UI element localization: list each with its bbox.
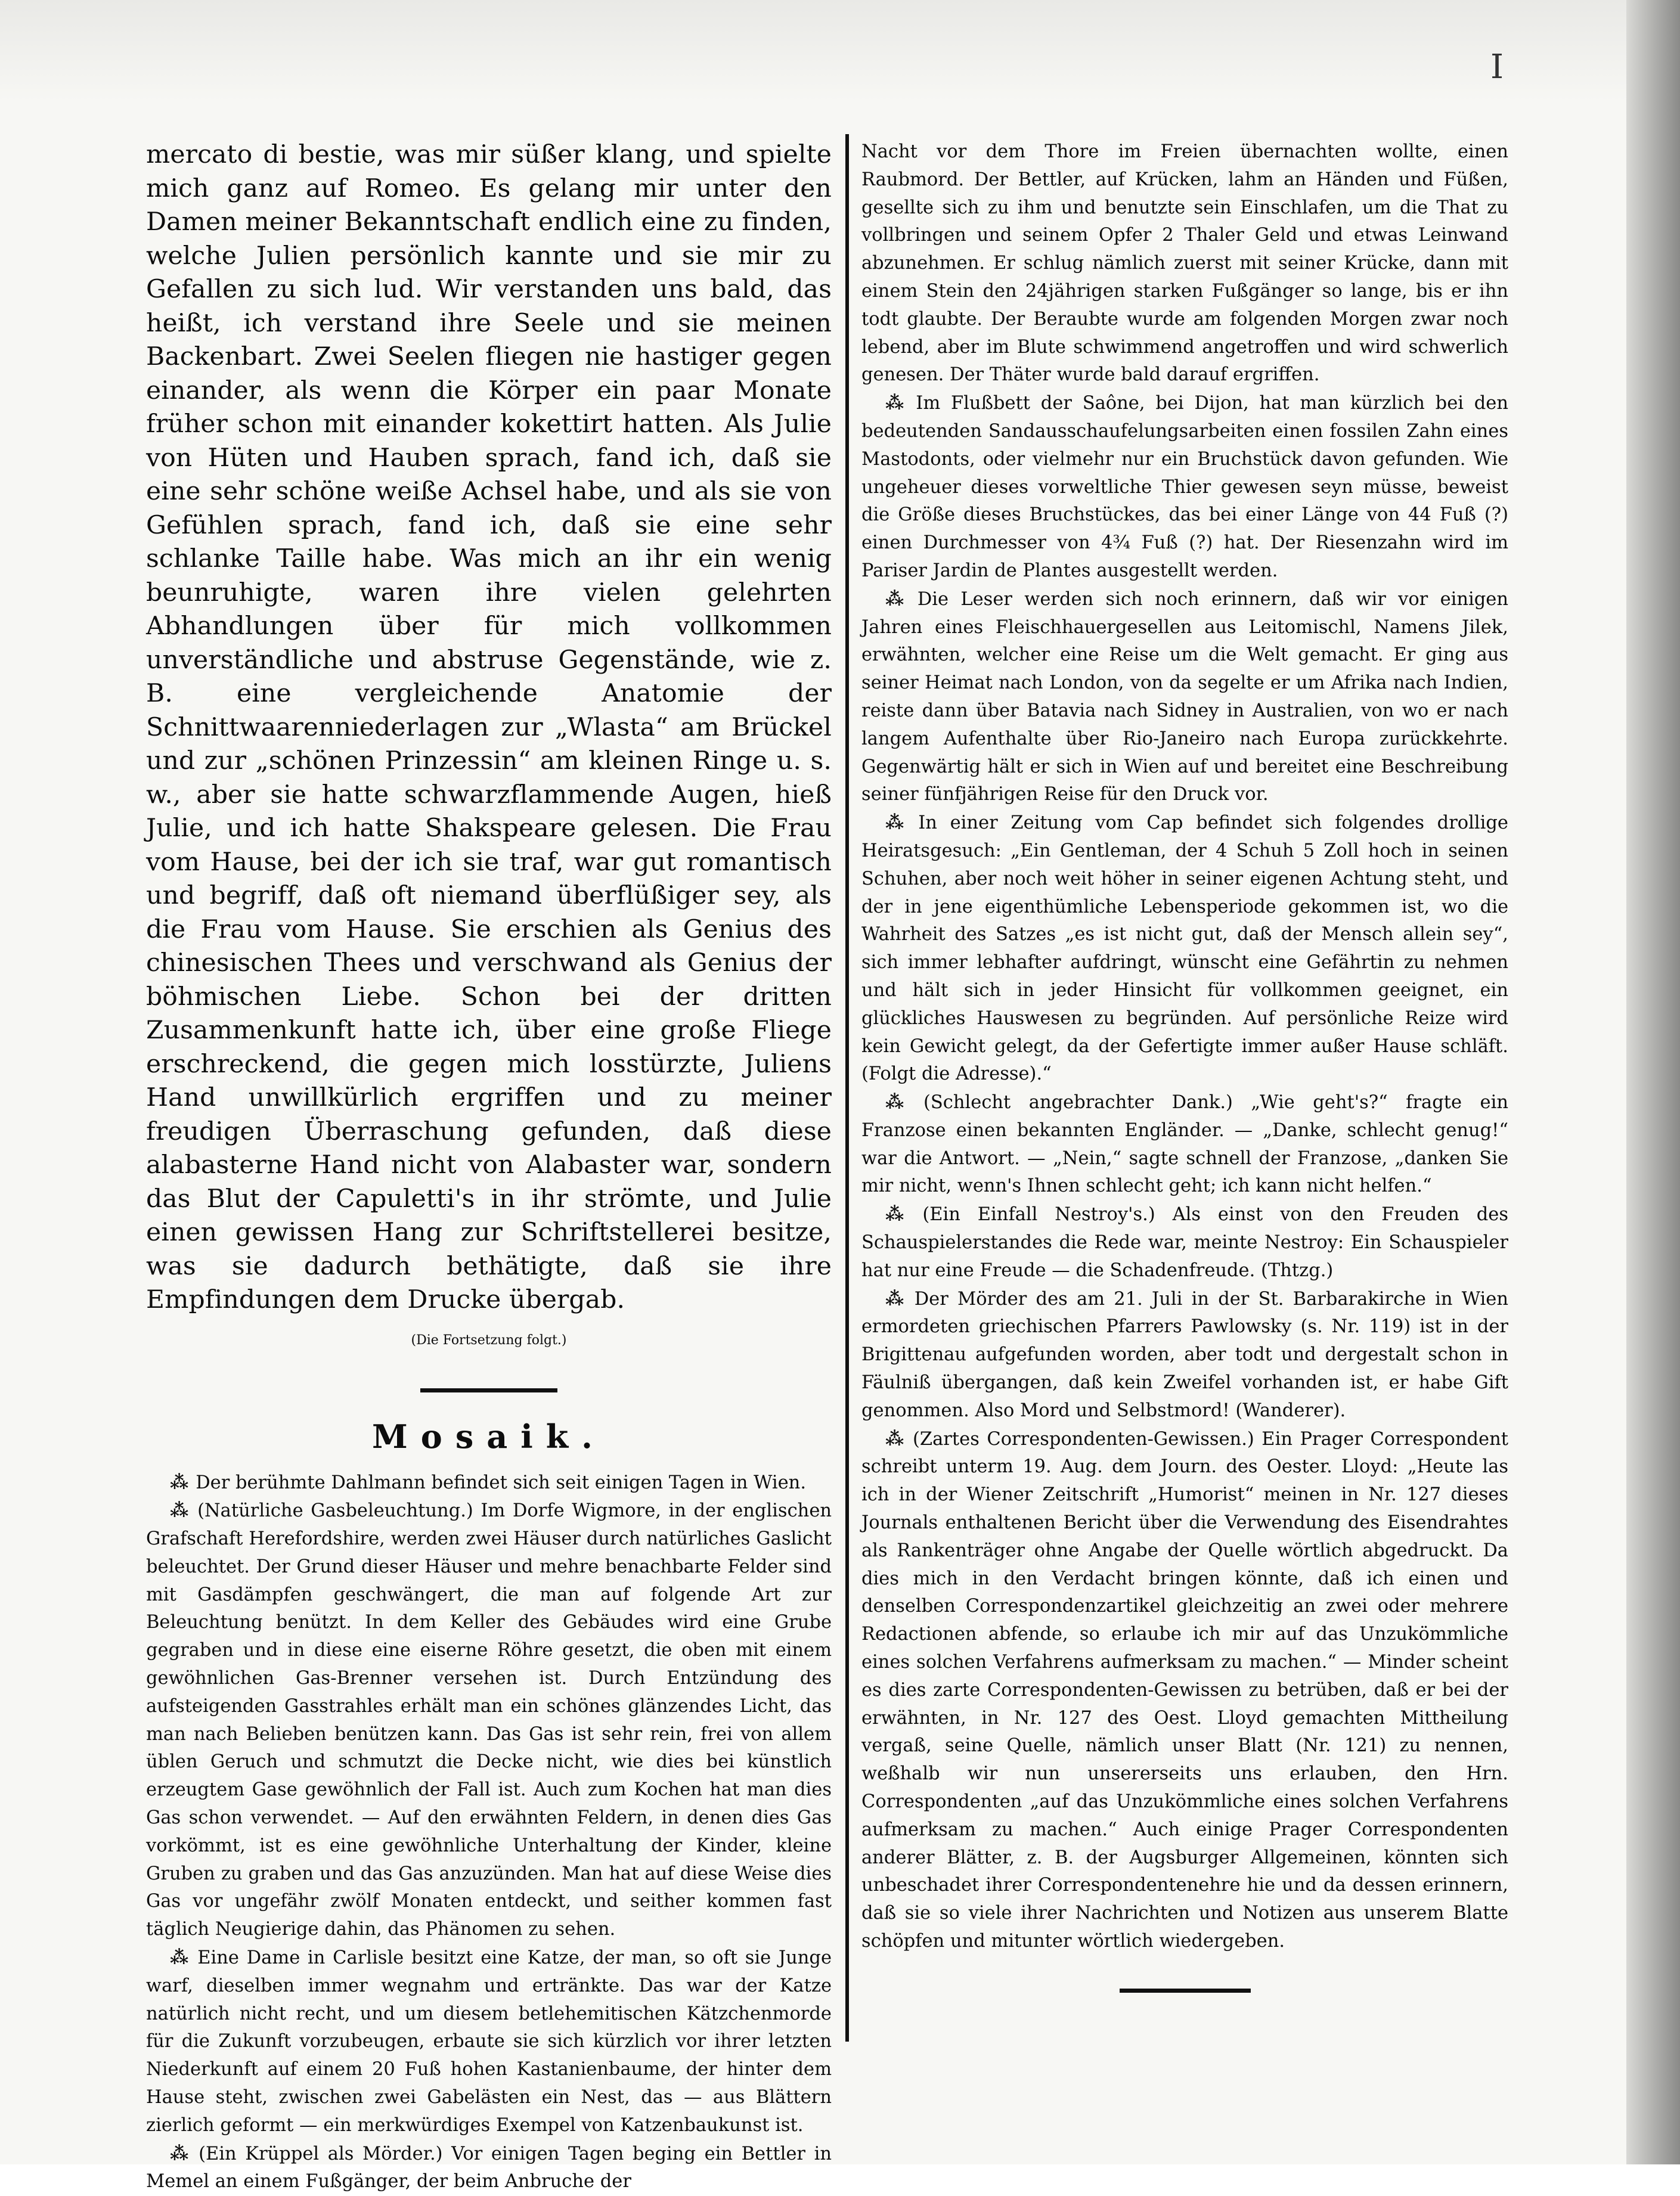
news-item [861, 1285, 1508, 1425]
news-item [146, 1469, 832, 1497]
asterism-icon: ⁂ [885, 1204, 916, 1226]
news-item-text: Der Mörder des am 21. Juli in der St. Barbarakirche in Wien ermordeten griechischen Pfarrers Pawlowsky (s. Nr. 119) ist in der Brigittenau aufgefunden worden, aber todt und dergestalt schon in Fäulniß übergangen, daß kein Zweifel vorhanden ist, er habe Gift genommen. Also Mord und Selbstmord! (Wanderer). [861, 1288, 1508, 1421]
news-item [146, 1497, 832, 1944]
news-item-text: Nacht vor dem Thore im Freien übernachten wollte, einen Raubmord. Der Bettler, auf Krücken, lahm an Händen und Füßen, gesellte sich zu ihm und benutzte sein Einschlafen, um die That zu vollbringen und seinem Opfer 2 Thaler Geld und etwas Leinwand abzunehmen. Er schlug nämlich zuerst mit seiner Krücke, dann mit einem Stein den 24jährigen starken Fußgänger so lange, bis er ihn todt glaubte. Der Beraubte wurde am folgenden Morgen zwar noch lebend, aber im Blute schwimmend angetroffen und wird schwerlich genesen. Der Thäter wurde bald darauf ergriffen. [861, 141, 1508, 386]
asterism-icon: ⁂ [885, 1288, 907, 1310]
news-item [861, 1088, 1508, 1201]
asterism-icon: ⁂ [170, 1471, 189, 1493]
corner-marker: I [1490, 48, 1504, 86]
asterism-icon: ⁂ [885, 392, 909, 414]
end-separator [1120, 1989, 1251, 1993]
news-item [861, 1201, 1508, 1285]
continuation-note: (Die Fortsetzung folgt.) [411, 1332, 567, 1348]
news-item-text: (Zartes Correspondenten-Gewissen.) Ein Prager Correspondent schreibt unterm 19. Aug. dem Journ. des Oester. Lloyd: „Heute las ich in der Wiener Zeitschrift „Humorist“ meinen in Nr. 127 dieses Journals enthaltenen Bericht über die Verwendung des Eisendrahtes als Rankenträger ohne Angabe der Quelle wörtlich abgedruckt. Da dies mich in den Verdacht bringen könnte, daß ich einen und denselben Correspondenzartikel gleichzeitig an zwei oder mehrere Redactionen abfende, so erlaube ich mir auf das Unzukömmliche eines solchen Verfahrens aufmerksam zu machen.“ — Minder scheint es dies zarte Correspondenten-Gewissen zu betrüben, daß er bei der erwähnten, in Nr. 127 des Oest. Lloyd gemachten Mittheilung vergaß, seine Quelle, nämlich unser Blatt (Nr. 121) zu nennen, weßhalb wir nun unsererseits uns erlauben, den Hrn. Correspondenten „auf das Unzukömmliche eines solchen Verfahrens aufmerksam zu machen.“ Auch einige Prager Correspondenten anderer Blätter, z. B. der Augsburger Allgemeinen, könnten sich unbeschadet ihrer Correspondentenehre hie und da dessen erinnern, daß sie so viele ihrer Nachrichten und Notizen aus unserem Blatte schöpfen und mitunter wörtlich wiedergeben. [861, 1428, 1508, 1952]
news-item [146, 1944, 832, 2140]
news-item-text: In einer Zeitung vom Cap befindet sich folgendes drollige Heiratsgesuch: „Ein Gentleman, der 4 Schuh 5 Zoll hoch in seinen Schuhen, aber noch weit höher in seiner eigenen Achtung steht, und der in jene eigenthümliche Lebensperiode gekommen ist, wo die Wahrheit des Satzes „es ist nicht gut, daß der Mensch allein sey“, sich immer lebhafter aufdringt, wünscht eine Gefährtin zu nehmen und hält sich in jeder Hinsicht für vollkommen geeignet, ein glückliches Hauswesen zu begründen. Auf persönliche Reize wird kein Gewicht gelegt, da der Gefertigte immer außer Hause schläft. (Folgt die Adresse).“ [861, 812, 1508, 1085]
asterism-icon: ⁂ [170, 1947, 191, 1969]
news-item [861, 1425, 1508, 1956]
asterism-icon: ⁂ [170, 1500, 191, 1522]
asterism-icon: ⁂ [885, 1091, 916, 1113]
asterism-icon: ⁂ [170, 2142, 192, 2164]
news-item [861, 809, 1508, 1088]
section-title-mosaik: Mosaik. [372, 1417, 606, 1456]
news-item [861, 389, 1508, 585]
right-column [861, 138, 1508, 1993]
news-item [146, 2140, 832, 2196]
news-item-text: (Natürliche Gasbeleuchtung.) Im Dorfe Wigmore, in der englischen Grafschaft Herefordshire, werden zwei Häuser durch natürliches Gaslicht beleuchtet. Der Grund dieser Häuser und mehre benachbarte Felder sind mit Gasdämpfen geschwängert, die man auf folgende Art zur Beleuchtung benützt. In dem Keller des Gebäudes wird eine Grube gegraben und in diese eine eiserne Röhre gesetzt, die oben mit einem gewöhnlichen Gas-Brenner versehen ist. Durch Entzündung des aufsteigenden Gasstrahles erhält man ein schönes glänzendes Licht, das man nach Belieben benützen kann. Das Gas ist sehr rein, frei von allem üblen Geruch und schmutzt die Decke nicht, wie dies bei künstlich erzeugtem Gase gewöhnlich der Fall ist. Auch zum Kochen hat man dies Gas schon verwendet. — Auf den erwähnten Feldern, in denen dies Gas vorkömmt, ist es eine gewöhnliche Unterhaltung der Kinder, kleine Gruben zu graben und das Gas anzuzünden. Man hat auf diese Weise dies Gas vor ungefähr zwölf Monaten entdeckt, und seither kommen fast täglich Neugierige dahin, das Phänomen zu sehen. [146, 1500, 832, 1940]
story-continuation-paragraph: mercato di bestie, was mir süßer klang, und spielte mich ganz auf Romeo. Es gelang mir unter den Damen meiner Bekanntschaft endlich eine zu finden, welche Julien persönlich kannte und sie mir zu Gefallen zu sich lud. Wir verstanden uns bald, das heißt, ich verstand ihre Seele und sie meinen Backenbart. Zwei Seelen fliegen nie hastiger gegen einander, als wenn die Körper ein paar Monate früher schon mit einander kokettirt hatten. Als Julie von Hüten und Hauben sprach, fand ich, daß sie eine sehr schöne weiße Achsel habe, und als sie von Gefühlen sprach, fand ich, daß sie eine sehr schlanke Taille habe. Was mich an ihr ein wenig beunruhigte, waren ihre vielen gelehrten Abhandlungen über für mich vollkommen unverständliche und abstruse Gegenstände, wie z. B. eine vergleichende Anatomie der Schnittwaarenniederlagen zur „Wlasta“ am Brückel und zur „schönen Prinzessin“ am kleinen Ringe u. s. w., aber sie hatte schwarzflammende Augen, hieß Julie, und ich hatte Shakspeare gelesen. Die Frau vom Hause, bei der ich sie traf, war gut romantisch und begriff, daß oft niemand überflüßiger sey, als die Frau vom Hause. Sie erschien als Genius des chinesischen Thees und verschwand als Genius der böhmischen Liebe. Schon bei der dritten Zusammenkunft hatte ich, über eine große Fliege erschreckend, die gegen mich losstürzte, Juliens Hand unwillkürlich ergriffen und zu meiner freudigen Überraschung gefunden, daß diese alabasterne Hand nicht von Alabaster war, sondern das Blut der Capuletti's in ihr strömte, und Julie einen gewissen Hang zur Schriftstellerei besitze, was sie dadurch bethätigte, daß sie ihre Empfindungen dem Drucke übergab. [146, 140, 832, 1314]
news-item-text: Die Leser werden sich noch erinnern, daß wir vor einigen Jahren eines Fleischhauergesellen aus Leitomischl, Namens Jilek, erwähnten, welcher eine Reise um die Welt gemacht. Er ging aus seiner Heimat nach London, von da segelte er um Afrika nach Indien, reiste dann über Batavia nach Sidney in Australien, von wo er nach langem Aufenthalte über Rio-Janeiro nach Europa zurückkehrte. Gegenwärtig hält er sich in Wien auf und bereitet eine Beschreibung seiner fünfjährigen Reise für den Druck vor. [861, 588, 1508, 805]
news-item-text: Im Flußbett der Saône, bei Dijon, hat man kürzlich bei den bedeutenden Sandausschaufelungsarbeiten einen fossilen Zahn eines Mastodonts, oder vielmehr nur ein Bruchstück davon gefunden. Wie ungeheuer dieses vorweltliche Thier gewesen seyn müsse, beweist die Größe dieses Bruchstückes, das bei einer Länge von 44 Fuß (?) einen Durchmesser von 4¾ Fuß (?) hat. Der Riesenzahn wird im Pariser Jardin de Plantes ausgestellt werden. [861, 393, 1508, 581]
asterism-icon: ⁂ [885, 812, 912, 834]
news-item-text: (Ein Krüppel als Mörder.) Vor einigen Tagen beging ein Bettler in Memel an einem Fußgänger, der beim Anbruche der [146, 2143, 832, 2192]
news-item [861, 585, 1508, 809]
column-divider [845, 134, 849, 2042]
asterism-icon: ⁂ [885, 588, 910, 610]
binding-shadow [1626, 0, 1680, 2164]
section-separator [420, 1388, 557, 1392]
news-item-text: (Ein Einfall Nestroy's.) Als einst von den Freuden des Schauspielerstandes die Rede war, meinte Nestroy: Ein Schauspieler hat nur eine Freude — die Schadenfreude. (Thtzg.) [861, 1204, 1509, 1281]
scan-top-edge [0, 0, 1680, 101]
asterism-icon: ⁂ [885, 1428, 906, 1450]
news-item-continued [861, 138, 1508, 389]
news-item-text: (Schlecht angebrachter Dank.) „Wie geht's?“ fragte ein Franzose einen bekannten Engländer. — „Danke, schlecht genug!“ war die Antwort. — „Nein,“ sagte schnell der Franzose, „danken Sie mir nicht, wenn's Ihnen schlecht geht; ich kann nicht helfen.“ [861, 1092, 1509, 1197]
news-item-text: Der berühmte Dahlmann befindet sich seit einigen Tagen in Wien. [196, 1472, 807, 1493]
left-column [146, 138, 832, 2196]
news-item-text: Eine Dame in Carlisle besitzt eine Katze, der man, so oft sie Junge warf, dieselben immer wegnahm und ertränkte. Das war der Katze natürlich nicht recht, und um diesem betlehemitischen Kätzchenmorde für die Zukunft vorzubeugen, erbaute sie sich kürzlich vor ihrer letzten Niederkunft auf einem 20 Fuß hohen Kastanienbaume, der hinter dem Hause steht, zwischen zwei Gabelästen ein Nest, das — aus Blättern zierlich geformt — ein merkwürdiges Exempel von Katzenbaukunst ist. [146, 1947, 832, 2136]
